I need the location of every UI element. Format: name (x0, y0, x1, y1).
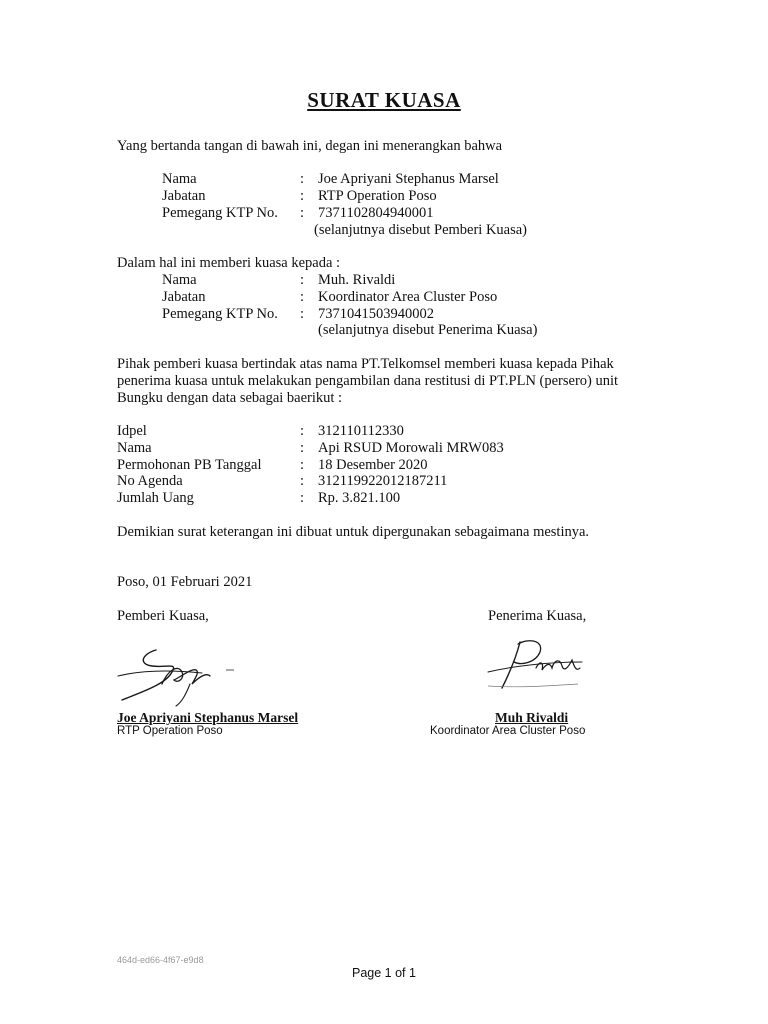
intro-text: Yang bertanda tangan di bawah ini, degan ini menerangkan bahwa (117, 138, 503, 154)
grantor-name-label: Nama (162, 171, 197, 187)
colon: : (300, 205, 305, 221)
grantor-position-value: RTP Operation Poso (318, 188, 437, 204)
detail-amount-label: Jumlah Uang (117, 490, 194, 506)
colon: : (300, 490, 305, 506)
grantor-position-label: Jabatan (162, 188, 206, 204)
body-paragraph: Pihak pemberi kuasa bertindak atas nama PT.Telkomsel memberi kuasa kepada Pihak penerima kuasa untuk melakukan pengambilan dana restitusi di PT.PLN (persero) unit Bungku dengan data sebagai baerikut : (117, 356, 619, 406)
letter-title: SURAT KUASA (307, 88, 461, 112)
right-signatory-name: Muh Rivaldi (495, 710, 569, 725)
document-id: 464d-ed66-4f67-e9d8 (117, 955, 204, 965)
grantor-note: (selanjutnya disebut Pemberi Kuasa) (314, 222, 528, 238)
colon: : (300, 188, 305, 204)
detail-agenda-value: 312119922012187211 (318, 473, 448, 489)
detail-agenda-label: No Agenda (117, 473, 183, 489)
grantee-note: (selanjutnya disebut Penerima Kuasa) (318, 322, 538, 338)
place-date: Poso, 01 Februari 2021 (117, 574, 253, 590)
colon: : (300, 289, 305, 305)
colon: : (300, 272, 305, 288)
colon: : (300, 457, 305, 473)
grantee-name-value: Muh. Rivaldi (318, 272, 396, 288)
closing-text: Demikian surat keterangan ini dibuat untuk dipergunakan sebagaimana mestinya. (117, 524, 590, 540)
left-signature-heading: Pemberi Kuasa, (117, 608, 209, 624)
grantee-ktp-label: Pemegang KTP No. (162, 306, 278, 322)
colon: : (300, 423, 305, 439)
right-signature-heading: Penerima Kuasa, (488, 608, 587, 624)
grantee-ktp-value: 7371041503940002 (318, 306, 434, 322)
grantee-position-value: Koordinator Area Cluster Poso (318, 289, 498, 305)
grantee-position-label: Jabatan (162, 289, 206, 305)
right-signatory-role: Koordinator Area Cluster Poso (430, 725, 586, 737)
colon: : (300, 440, 305, 456)
colon: : (300, 171, 305, 187)
right-signature-image (478, 632, 598, 702)
left-signatory-name: Joe Apriyani Stephanus Marsel (117, 710, 299, 725)
grant-intro-text: Dalam hal ini memberi kuasa kepada : (117, 255, 341, 271)
left-signatory-role: RTP Operation Poso (117, 725, 223, 737)
detail-amount-value: Rp. 3.821.100 (318, 490, 401, 506)
grantor-ktp-label: Pemegang KTP No. (162, 205, 278, 221)
left-signature-image (112, 640, 252, 710)
page-number: Page 1 of 1 (352, 966, 416, 980)
colon: : (300, 473, 305, 489)
grantor-ktp-value: 7371102804940001 (318, 205, 434, 221)
grantor-name-value: Joe Apriyani Stephanus Marsel (318, 171, 499, 187)
detail-nama-value: Api RSUD Morowali MRW083 (318, 440, 504, 456)
grantee-name-label: Nama (162, 272, 197, 288)
detail-nama-label: Nama (117, 440, 152, 456)
detail-idpel-value: 312110112330 (318, 423, 404, 439)
colon: : (300, 306, 305, 322)
detail-pb-label: Permohonan PB Tanggal (117, 457, 262, 473)
detail-idpel-label: Idpel (117, 423, 147, 439)
detail-pb-value: 18 Desember 2020 (318, 457, 428, 473)
